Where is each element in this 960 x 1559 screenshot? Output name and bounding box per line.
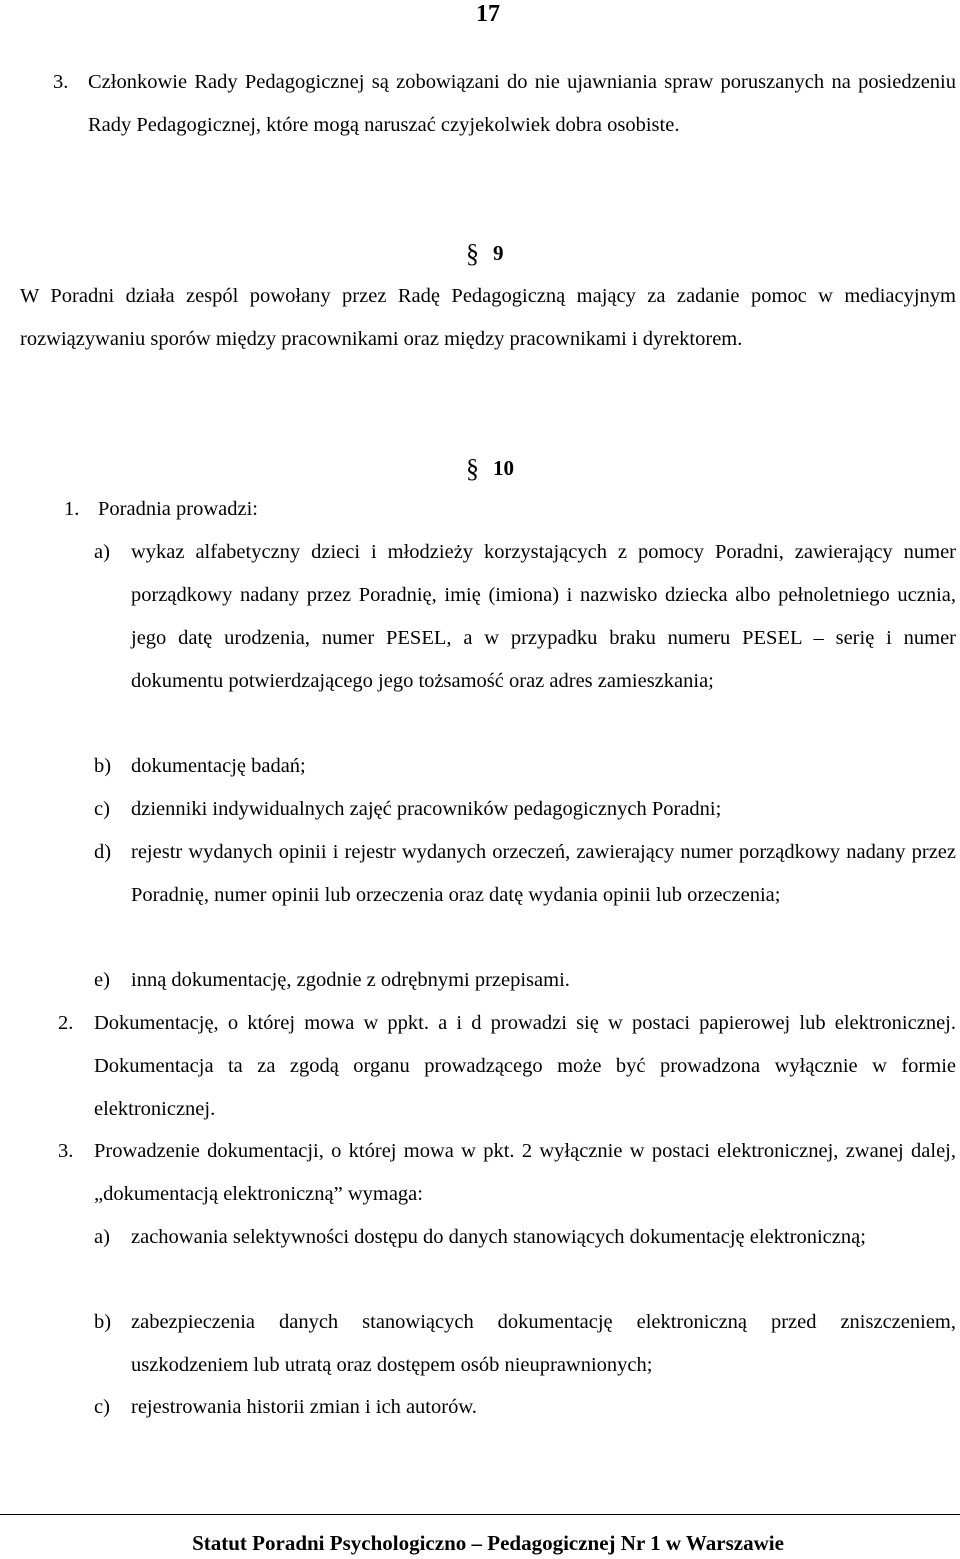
item-3b-sub-text: zabezpieczenia danych stanowiących dokumentację elektroniczną przed zniszczeniem, uszkodzeniem lub utratą oraz dostępem osób nieuprawnionych; [131,1311,956,1376]
item-2-text: Dokumentację, o której mowa w ppkt. a i d prowadzi się w postaci papierowej lub elektronicznej. Dokumentacja ta za zgodą organu prowadzącego może być prowadzona wyłącznie w formie elektronicznej. [94,1012,956,1120]
item-1d-label: d) [94,841,112,863]
footer-text: Statut Poradni Psychologiczno ‒ Pedagogicznej Nr 1 w Warszawie [192,1531,784,1555]
section-9-text: W Poradni działa zespól powołany przez Radę Pedagogiczną mający za zadanie pomoc w mediacyjnym rozwiązywaniu sporów między pracownikami oraz między pracownikami i dyrektorem. [20,285,956,350]
item-1a-text: wykaz alfabetyczny dzieci i młodzieży korzystających z pomocy Poradni, zawierający numer porządkowy nadany przez Poradnię, imię (imiona) i nazwisko dziecka albo pełnoletniego ucznia, jego datę urodzenia, numer PESEL, a w przypadku braku numeru PESEL ‒ serię i numer dokumentu potwierdzającego jego tożsamość oraz adres zamieszkania; [131,541,956,692]
section-symbol: § [466,239,479,268]
section-symbol: § [466,454,479,483]
item-1c-label: c) [94,798,110,820]
item-3a-text: zachowania selektywności dostępu do danych stanowiących dokumentację elektroniczną; [131,1226,866,1248]
section-10-number: 10 [493,456,514,480]
item-1d-text: rejestr wydanych opinii i rejestr wydanych orzeczeń, zawierający numer porządkowy nadany przez Poradnię, numer opinii lub orzeczenia oraz datę wydania opinii lub orzeczenia; [131,841,956,906]
page-number: 17 [476,1,500,27]
item-3-number: 3. [53,71,69,93]
item-3c-label: c) [94,1396,110,1418]
item-1b-text: dokumentację badań; [131,755,306,777]
item-1a-label: a) [94,541,110,563]
footer-rule [0,1514,960,1515]
item-1-number: 1. [64,498,80,520]
item-1b-label: b) [94,755,112,777]
item-3b-number: 3. [58,1140,74,1162]
item-1-text: Poradnia prowadzi: [98,498,258,520]
section-9-heading [466,241,504,266]
item-1c-text: dzienniki indywidualnych zajęć pracowników pedagogicznych Poradni; [131,798,722,820]
item-3b-label: b) [94,1311,112,1333]
item-3c-text: rejestrowania historii zmian i ich autorów. [131,1396,477,1418]
item-1e-text: inną dokumentację, zgodnie z odrębnymi przepisami. [131,969,570,991]
section-9-number: 9 [493,241,504,265]
item-3-text: Członkowie Rady Pedagogicznej są zobowiązani do nie ujawniania spraw poruszanych na posiedzeniu Rady Pedagogicznej, które mogą naruszać czyjekolwiek dobra osobiste. [88,71,956,136]
section-10-heading [466,456,514,481]
item-1e-label: e) [94,969,110,991]
item-2-number: 2. [58,1012,74,1034]
item-3b-text: Prowadzenie dokumentacji, o której mowa w pkt. 2 wyłącznie w postaci elektronicznej, zwanej dalej, „dokumentacją elektroniczną” wymaga: [94,1140,956,1205]
item-3a-label: a) [94,1226,110,1248]
